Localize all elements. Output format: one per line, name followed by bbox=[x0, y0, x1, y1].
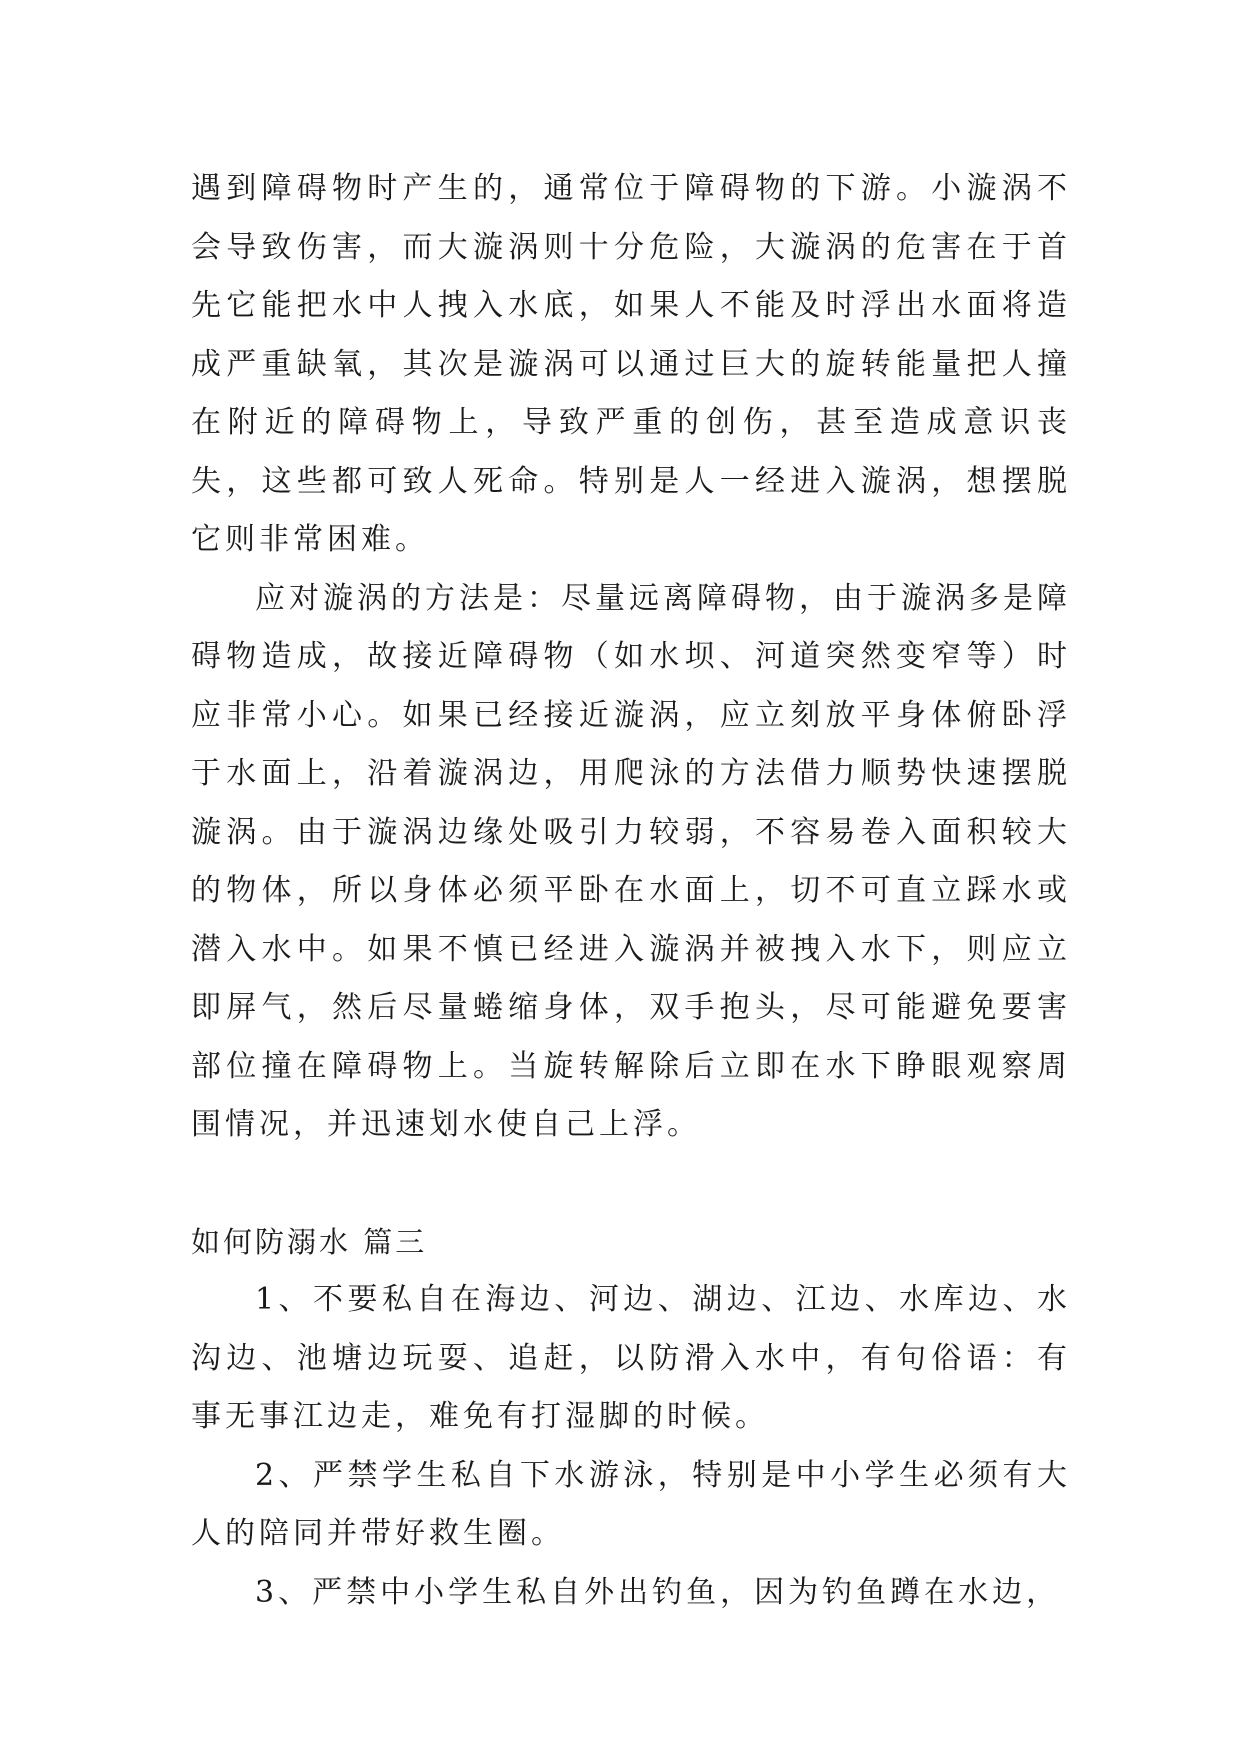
document-body bbox=[191, 160, 1071, 1622]
list-item: 3、严禁中小学生私自外出钓鱼，因为钓鱼蹲在水边， bbox=[255, 1574, 1061, 1610]
paragraph-continuation: 遇到障碍物时产生的，通常位于障碍物的下游。小漩涡不会导致伤害，而大漩涡则十分危险，大漩涡的危害在于首先它能把水中人拽入水底，如果人不能及时浮出水面将造成严重缺氧，其次是漩涡可以通过巨大的旋转能量把人撞在附近的障碍物上，导致严重的创伤，甚至造成意识丧失，这些都可致人死命。特别是人一经进入漩涡，想摆脱它则非常困难。 bbox=[191, 171, 1071, 557]
list-item: 2、严禁学生私自下水游泳，特别是中小学生必须有大人的陪同并带好救生圈。 bbox=[191, 1457, 1071, 1551]
paragraph-whirlpool-method: 应对漩涡的方法是：尽量远离障碍物，由于漩涡多是障碍物造成，故接近障碍物（如水坝、河道突然变窄等）时应非常小心。如果已经接近漩涡，应立刻放平身体俯卧浮于水面上，沿着漩涡边，用爬泳的方法借力顺势快速摆脱漩涡。由于漩涡边缘处吸引力较弱，不容易卷入面积较大的物体，所以身体必须平卧在水面上，切不可直立踩水或潜入水中。如果不慎已经进入漩涡并被拽入水下，则应立即屏气，然后尽量蜷缩身体，双手抱头，尽可能避免要害部位撞在障碍物上。当旋转解除后立即在水下睁眼观察周围情况，并迅速划水使自己上浮。 bbox=[191, 580, 1071, 1142]
section-title: 如何防溺水 篇三 bbox=[191, 1224, 428, 1259]
list-item: 1、不要私自在海边、河边、湖边、江边、水库边、水沟边、池塘边玩耍、追赶，以防滑入水中，有句俗语：有事无事江边走，难免有打湿脚的时候。 bbox=[191, 1282, 1071, 1434]
